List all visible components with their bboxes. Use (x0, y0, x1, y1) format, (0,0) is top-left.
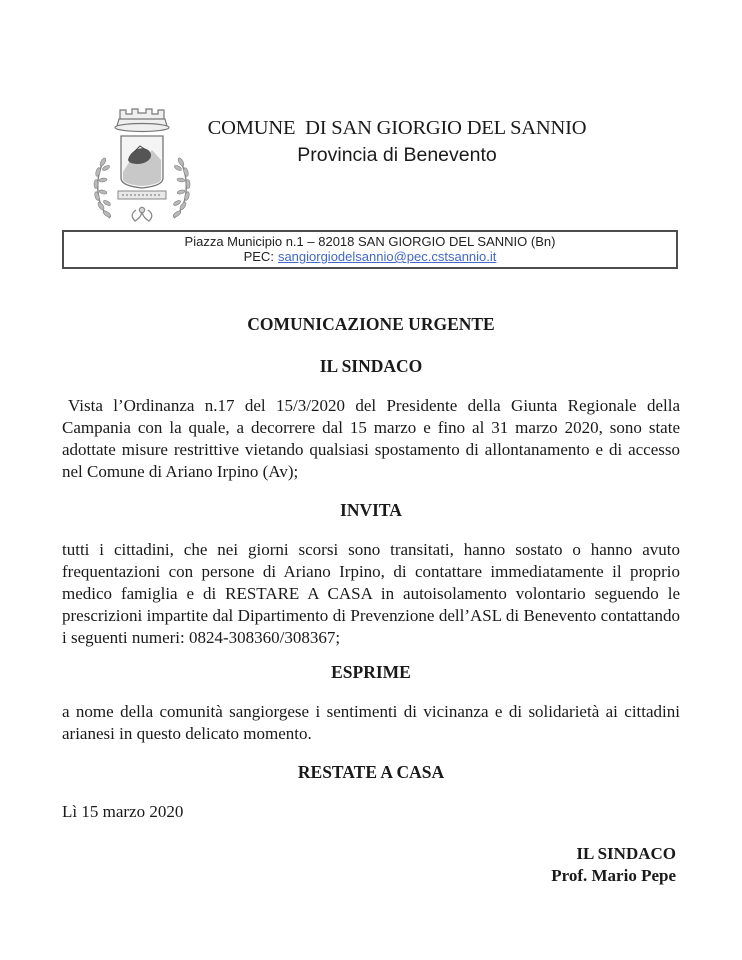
signature-title: IL SINDACO (576, 844, 676, 863)
solidarieta-paragraph: a nome della comunità sangiorgese i sentimenti di vicinanza e di solidarietà ai cittadini arianesi in questo delicato momento. (62, 702, 680, 743)
invito-paragraph: tutti i cittadini, che nei giorni scorsi sono transitati, hanno sostato o hanno avuto frequentazioni con persone di Ariano Irpino, di contattare immediatamente il proprio medico famiglia e di RESTARE A CASA in autoisolamento volontario seguendo le prescrizioni impartite dal Dipartimento di Prevenzione dell’ASL di Benevento contattando i seguenti numeri: 0824-308360/308367; (62, 540, 680, 647)
ordinanza-paragraph: Vista l’Ordinanza n.17 del 15/3/2020 del Presidente della Giunta Regionale della Campania con la quale, a decorrere dal 15 marzo e fino al 31 marzo 2020, sono state adottate misure restrittive vietando qualsiasi spostamento di allontanamento e di accesso nel Comune di Ariano Irpino (Av); (62, 396, 680, 481)
urgent-heading: COMUNICAZIONE URGENTE (247, 314, 495, 334)
invita-heading: INVITA (340, 500, 402, 520)
date-line: Lì 15 marzo 2020 (62, 802, 184, 821)
letterhead (52, 117, 742, 167)
pec-link[interactable]: sangiorgiodelsannio@pec.cstsannio.it (277, 249, 497, 264)
pec-line (64, 249, 676, 264)
document-body (62, 263, 680, 887)
sindaco-heading: IL SINDACO (319, 356, 423, 376)
restate-heading: RESTATE A CASA (297, 762, 445, 782)
signature-name: Prof. Mario Pepe (551, 866, 676, 885)
provincia-subtitle: Provincia di Benevento (297, 144, 497, 166)
comune-title: COMUNE DI SAN GIORGIO DEL SANNIO (207, 117, 587, 139)
signature-block (62, 843, 680, 887)
address-line: Piazza Municipio n.1 – 82018 SAN GIORGIO DEL SANNIO (Bn) (184, 234, 556, 249)
pec-label: PEC: (243, 249, 274, 264)
esprime-heading: ESPRIME (331, 662, 411, 682)
